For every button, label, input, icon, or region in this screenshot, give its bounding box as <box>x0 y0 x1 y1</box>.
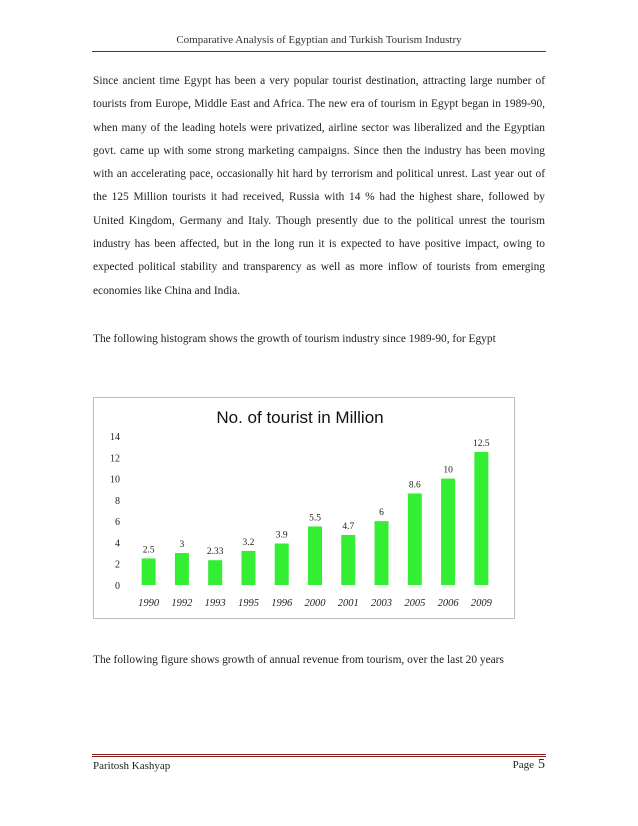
revenue-intro: The following figure shows growth of annual revenue from tourism, over the last 20 years <box>93 654 504 666</box>
x-tick-label: 1996 <box>271 598 293 609</box>
bar-1993 <box>208 560 222 585</box>
data-label: 8.6 <box>408 480 421 491</box>
x-tick-label: 1992 <box>171 598 193 609</box>
x-tick-label: 1990 <box>138 598 160 609</box>
y-tick-label: 4 <box>115 538 120 550</box>
page-label: Page <box>512 759 534 771</box>
x-tick-label: 2003 <box>371 598 393 609</box>
chart-title: No. of tourist in Million <box>216 408 384 427</box>
y-tick-label: 8 <box>115 495 120 507</box>
y-tick-label: 10 <box>110 474 120 486</box>
header-rule <box>92 51 546 52</box>
y-tick-label: 14 <box>110 432 120 443</box>
y-tick-label: 6 <box>115 517 120 529</box>
x-tick-label: 1993 <box>204 598 226 609</box>
page-number: 5 <box>538 757 545 772</box>
bar-2001 <box>341 535 355 585</box>
data-label: 2.33 <box>206 547 224 558</box>
histogram-intro: The following histogram shows the growth of tourism industry since 1989-90, for Egypt <box>93 333 496 345</box>
bar-2003 <box>375 521 389 585</box>
x-tick-label: 2001 <box>337 598 359 609</box>
data-label: 3.2 <box>242 537 255 548</box>
bar-2006 <box>441 479 455 585</box>
data-label: 2.5 <box>142 545 155 556</box>
tourist-chart-svg <box>94 398 514 618</box>
data-label: 10 <box>443 465 453 476</box>
x-tick-label: 1995 <box>237 598 259 609</box>
data-label: 6 <box>379 508 384 519</box>
intro-paragraph: Since ancient time Egypt has been a very popular tourist destination, attracting large number of tourists from Europe, Middle East and Africa. The new era of tourism in Egypt began in 1989-90, when many of the leading hotels were privatized, airline sector was liberalized and the Egyptian govt. came up with some strong marketing campaigns. Since then the industry has been moving with an accelerating pace, occasionally hit hard by terrorism and political unrest. Last year out of the 125 Million tourists it had received, Russia with 14 % had the highest share, followed by United Kingdom, Germany and Italy. Though presently due to the political unrest the tourism industry has been affected, but in the long run it is expected to have positive impact, owing to expected political stability and transparency as well as more inflow of tourists from emerging economies like China and India. <box>93 75 545 297</box>
data-label: 3.9 <box>275 530 288 541</box>
data-label: 5.5 <box>309 513 321 524</box>
page-header: Comparative Analysis of Egyptian and Turkish Tourism Industry <box>176 34 462 46</box>
y-tick-label: 0 <box>115 581 120 592</box>
y-tick-label: 2 <box>115 559 120 571</box>
bar-1996 <box>275 543 289 585</box>
bar-2000 <box>308 526 322 585</box>
bar-2009 <box>474 452 488 585</box>
footer-rule <box>92 754 546 757</box>
bar-1992 <box>175 553 189 585</box>
bar-2005 <box>408 493 422 585</box>
x-tick-label: 2009 <box>470 598 492 609</box>
x-tick-label: 2006 <box>437 598 459 609</box>
tourist-chart <box>93 397 515 619</box>
data-label: 12.5 <box>473 438 490 449</box>
footer-author: Paritosh Kashyap <box>93 760 171 772</box>
footer-page <box>513 757 545 773</box>
data-label: 3 <box>179 540 185 551</box>
data-label: 4.7 <box>342 521 355 532</box>
y-tick-label: 12 <box>110 453 120 465</box>
bar-1990 <box>142 558 156 585</box>
x-tick-label: 2005 <box>404 598 426 609</box>
bar-1995 <box>241 551 255 585</box>
x-tick-label: 2000 <box>304 598 326 609</box>
